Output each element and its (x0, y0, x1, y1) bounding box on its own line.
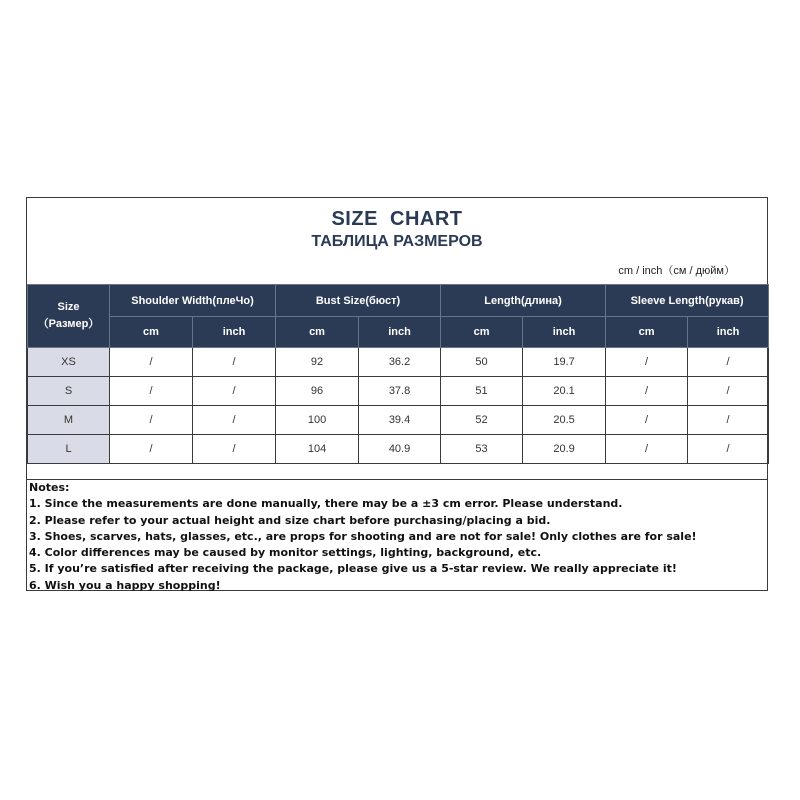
unit-header: inch (688, 317, 769, 348)
table-cell: / (193, 377, 276, 406)
table-cell: / (688, 406, 769, 435)
table-cell: 52 (441, 406, 523, 435)
note-item: 4. Color differences may be caused by monitor settings, lighting, background, etc. (29, 546, 542, 560)
unit-header: cm (276, 317, 359, 348)
header-row-units (28, 317, 769, 348)
group-header-shoulder-width: Shoulder Width(плеЧо) (110, 285, 276, 317)
note-item: 6. Wish you a happy shopping! (29, 578, 221, 592)
table-cell: / (110, 406, 193, 435)
table-row (28, 406, 769, 435)
table-cell: 104 (276, 435, 359, 464)
size-label-cell: L (28, 435, 110, 464)
table-cell: / (606, 435, 688, 464)
table-cell: 92 (276, 348, 359, 377)
table-cell: 20.5 (523, 406, 606, 435)
table-cell: / (110, 348, 193, 377)
note-item: 1. Since the measurements are done manually, there may be a ±3 cm error. Please understand. (29, 497, 623, 511)
table-cell: 51 (441, 377, 523, 406)
table-cell: / (193, 348, 276, 377)
group-header-bust-size: Bust Size(бюст) (276, 285, 441, 317)
table-row (28, 377, 769, 406)
table-cell: 39.4 (359, 406, 441, 435)
size-label-cell: XS (28, 348, 110, 377)
table-cell: 53 (441, 435, 523, 464)
note-item: 3. Shoes, scarves, hats, glasses, etc., are props for shooting and are not for sale! Only clothes are for sale! (29, 529, 697, 543)
notes-title: Notes: (29, 481, 70, 494)
table-cell: 20.9 (523, 435, 606, 464)
size-header-ru: （Размер） (37, 318, 100, 330)
table-cell: 100 (276, 406, 359, 435)
table-row (28, 348, 769, 377)
unit-header: inch (523, 317, 606, 348)
table-cell: 37.8 (359, 377, 441, 406)
table-cell: 19.7 (523, 348, 606, 377)
table-cell: / (193, 406, 276, 435)
notes-section (27, 479, 767, 594)
chart-title-russian: ТАБЛИЦА РАЗМЕРОВ (311, 233, 483, 250)
table-cell: / (110, 377, 193, 406)
chart-title: SIZE CHART (331, 208, 463, 230)
table-cell: / (606, 406, 688, 435)
note-item: 2. Please refer to your actual height and size chart before purchasing/placing a bid. (29, 513, 551, 527)
size-label-cell: M (28, 406, 110, 435)
unit-header: cm (441, 317, 523, 348)
table-cell: 96 (276, 377, 359, 406)
table-cell: 50 (441, 348, 523, 377)
size-column-header (28, 285, 110, 348)
units-label: cm / inch（cм / дюйм） (618, 265, 735, 277)
header-row-groups (28, 285, 769, 317)
size-label-cell: S (28, 377, 110, 406)
table-cell: 20.1 (523, 377, 606, 406)
size-table (27, 284, 769, 464)
table-cell: / (110, 435, 193, 464)
table-cell: / (688, 377, 769, 406)
unit-header: cm (110, 317, 193, 348)
unit-header: inch (359, 317, 441, 348)
table-row (28, 435, 769, 464)
group-header-sleeve-length: Sleeve Length(рукав) (606, 285, 769, 317)
table-cell: / (688, 348, 769, 377)
table-cell: / (606, 348, 688, 377)
group-header-length: Length(длина) (441, 285, 606, 317)
note-item: 5. If you’re satisfied after receiving the package, please give us a 5-star review. We really appreciate it! (29, 562, 677, 576)
unit-header: cm (606, 317, 688, 348)
table-cell: / (193, 435, 276, 464)
title-area (27, 198, 767, 284)
table-cell: / (606, 377, 688, 406)
table-cell: 40.9 (359, 435, 441, 464)
size-chart-frame (26, 197, 768, 591)
table-cell: 36.2 (359, 348, 441, 377)
size-header-en: Size (57, 301, 80, 313)
unit-header: inch (193, 317, 276, 348)
table-cell: / (688, 435, 769, 464)
